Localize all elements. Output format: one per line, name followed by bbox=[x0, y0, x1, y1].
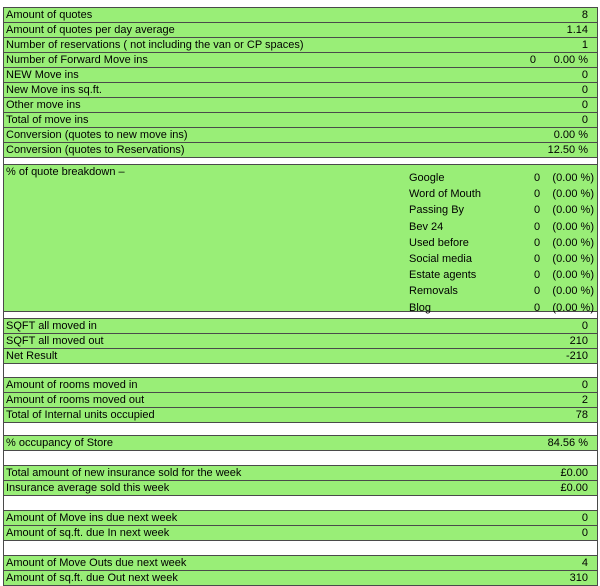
table-row bbox=[3, 408, 598, 423]
source-count: 0 bbox=[534, 285, 541, 298]
insurance-section bbox=[3, 465, 598, 496]
table-row bbox=[3, 571, 598, 586]
source-percent: (0.00 %) bbox=[552, 301, 594, 314]
row-value: £0.00 bbox=[560, 467, 588, 479]
list-item bbox=[409, 251, 594, 267]
occupancy-section bbox=[3, 435, 598, 451]
breakdown-list bbox=[409, 170, 594, 316]
source-count: 0 bbox=[534, 220, 541, 233]
source-percent: (0.00 %) bbox=[552, 188, 594, 201]
row-value: 0 bbox=[581, 527, 588, 539]
row-value: 210 bbox=[569, 335, 588, 347]
spacer bbox=[3, 423, 598, 435]
row-value: 310 bbox=[569, 572, 588, 584]
row-label: SQFT all moved in bbox=[6, 320, 97, 332]
row-label: Other move ins bbox=[6, 99, 81, 111]
table-row bbox=[3, 334, 598, 349]
source-count: 0 bbox=[534, 188, 541, 201]
list-item bbox=[409, 283, 594, 299]
row-value: 0 bbox=[581, 84, 588, 96]
list-item bbox=[409, 267, 594, 283]
source-percent: (0.00 %) bbox=[552, 236, 594, 249]
spacer bbox=[3, 364, 598, 377]
source-name: Removals bbox=[409, 285, 458, 298]
source-percent: (0.00 %) bbox=[552, 285, 594, 298]
summary-section bbox=[3, 7, 598, 158]
source-count: 0 bbox=[534, 269, 541, 282]
row-value: 0 bbox=[581, 379, 588, 391]
list-item bbox=[409, 235, 594, 251]
table-row bbox=[3, 555, 598, 571]
source-name: Estate agents bbox=[409, 269, 477, 282]
table-row bbox=[3, 318, 598, 334]
source-count: 0 bbox=[534, 236, 541, 249]
source-name: Google bbox=[409, 172, 445, 184]
table-row bbox=[3, 113, 598, 128]
row-label: Amount of sq.ft. due Out next week bbox=[6, 572, 178, 584]
row-value: £0.00 bbox=[560, 482, 588, 494]
source-name: Used before bbox=[409, 236, 469, 249]
table-row bbox=[3, 435, 598, 451]
table-row bbox=[3, 23, 598, 38]
row-label: Amount of rooms moved in bbox=[6, 379, 138, 391]
row-label: Insurance average sold this week bbox=[6, 482, 170, 494]
source-percent: (0.00 %) bbox=[552, 252, 594, 265]
row-value: 0 bbox=[581, 69, 588, 81]
table-row bbox=[3, 143, 598, 158]
source-percent: (0.00 %) bbox=[552, 204, 594, 217]
row-value: 1 bbox=[581, 39, 588, 51]
table-row bbox=[3, 526, 598, 541]
row-label: Conversion (quotes to Reservations) bbox=[6, 144, 185, 156]
rooms-section bbox=[3, 377, 598, 423]
row-label: Amount of quotes bbox=[6, 9, 93, 21]
source-count: 0 bbox=[534, 204, 541, 217]
row-value: 0 bbox=[581, 114, 588, 126]
row-value: 8 bbox=[581, 9, 588, 21]
movein-next-section bbox=[3, 510, 598, 541]
table-row bbox=[3, 349, 598, 364]
table-row bbox=[3, 377, 598, 393]
table-row bbox=[3, 465, 598, 481]
row-value: 1.14 bbox=[566, 24, 588, 36]
sqft-section bbox=[3, 318, 598, 364]
spacer bbox=[3, 496, 598, 510]
table-row bbox=[3, 481, 598, 496]
row-value: 2 bbox=[581, 394, 588, 406]
list-item bbox=[409, 300, 594, 316]
table-row bbox=[3, 128, 598, 143]
table-row bbox=[3, 53, 598, 68]
row-value: 12.50 % bbox=[547, 144, 588, 156]
source-count: 0 bbox=[534, 301, 541, 314]
row-label: Amount of Move Outs due next week bbox=[6, 557, 187, 569]
row-label: Number of reservations ( not including the van or CP spaces) bbox=[6, 39, 304, 51]
row-label: Total amount of new insurance sold for the week bbox=[6, 467, 242, 479]
row-value: 0 bbox=[581, 512, 588, 524]
row-label: Net Result bbox=[6, 350, 58, 362]
list-item bbox=[409, 186, 594, 202]
list-item bbox=[409, 219, 594, 235]
source-count: 0 bbox=[534, 252, 541, 265]
row-value: 78 bbox=[575, 409, 588, 421]
row-label: Amount of Move ins due next week bbox=[6, 512, 178, 524]
source-count: 0 bbox=[534, 172, 541, 184]
row-value: 0.00 % bbox=[553, 129, 588, 141]
source-percent: (0.00 %) bbox=[552, 269, 594, 282]
table-row bbox=[3, 7, 598, 23]
row-label: NEW Move ins bbox=[6, 69, 79, 81]
table-row bbox=[3, 510, 598, 526]
source-percent: (0.00 %) bbox=[552, 220, 594, 233]
row-count: 0 bbox=[529, 54, 536, 66]
table-row bbox=[3, 68, 598, 83]
row-label: Number of Forward Move ins bbox=[6, 54, 148, 66]
row-label: SQFT all moved out bbox=[6, 335, 104, 347]
source-name: Blog bbox=[409, 301, 432, 314]
table-row bbox=[3, 393, 598, 408]
source-percent: (0.00 %) bbox=[552, 172, 594, 184]
row-value: 0.00 % bbox=[553, 54, 588, 66]
quote-breakdown bbox=[3, 164, 598, 312]
spacer bbox=[3, 451, 598, 465]
spacer bbox=[3, 541, 598, 555]
report-sheet bbox=[3, 7, 598, 586]
row-label: % occupancy of Store bbox=[6, 437, 114, 449]
table-row bbox=[3, 83, 598, 98]
row-label: Amount of quotes per day average bbox=[6, 24, 175, 36]
moveout-next-section bbox=[3, 555, 598, 586]
source-name: Passing By bbox=[409, 204, 465, 217]
row-label: Total of move ins bbox=[6, 114, 89, 126]
row-label: New Move ins sq.ft. bbox=[6, 84, 102, 96]
source-name: Bev 24 bbox=[409, 220, 444, 233]
row-label: Amount of rooms moved out bbox=[6, 394, 145, 406]
breakdown-title: % of quote breakdown – bbox=[6, 166, 125, 178]
row-label: Total of Internal units occupied bbox=[6, 409, 155, 421]
row-value: -210 bbox=[565, 350, 588, 362]
list-item bbox=[409, 202, 594, 218]
list-item bbox=[409, 170, 594, 186]
row-value: 0 bbox=[581, 320, 588, 332]
row-value: 0 bbox=[581, 99, 588, 111]
row-label: Amount of sq.ft. due In next week bbox=[6, 527, 170, 539]
row-value: 84.56 % bbox=[547, 437, 588, 449]
source-name: Social media bbox=[409, 252, 472, 265]
table-row bbox=[3, 38, 598, 53]
row-value: 4 bbox=[581, 557, 588, 569]
source-name: Word of Mouth bbox=[409, 188, 481, 201]
row-label: Conversion (quotes to new move ins) bbox=[6, 129, 188, 141]
table-row bbox=[3, 98, 598, 113]
